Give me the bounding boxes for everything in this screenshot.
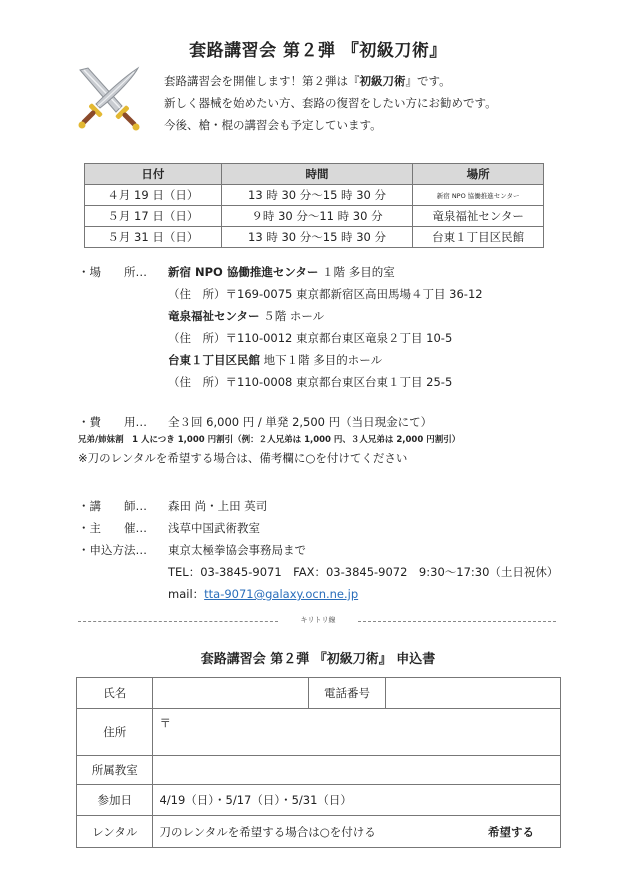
schedule-row <box>85 227 544 248</box>
schedule-header-row <box>85 164 544 185</box>
schedule-place: 新宿 NPO 協働推進センター <box>413 185 544 206</box>
venue-1-address: （住 所）〒169-0075 東京都新宿区高田馬場４丁目 36-12 <box>168 287 483 301</box>
crossed-swords-icon <box>76 66 142 134</box>
cut-line-dash-left <box>78 621 278 622</box>
schedule-header-place: 場所 <box>413 164 544 185</box>
phone-field[interactable] <box>385 678 560 709</box>
rental-label: レンタル <box>77 816 153 848</box>
intro-text: 套路講習会を開催します！第２弾は『初級刀術』です。 新しく器械を始めたい方、套路の復習をしたい方にお勧めです。 今後、槍・棍の講習会も予定しています。 <box>164 74 497 132</box>
rental-field[interactable] <box>153 816 561 848</box>
schedule-date: ４月 19 日（日） <box>85 185 222 206</box>
phone-label: 電話番号 <box>309 678 385 709</box>
class-field[interactable] <box>153 756 561 785</box>
form-title: 套路講習会 第２弾 『初級刀術』 申込書 <box>200 652 436 667</box>
venue-label: ・場 所… <box>78 265 147 279</box>
schedule-time: 13 時 30 分〜15 時 30 分 <box>221 185 413 206</box>
venue-section: ・場 所… 新宿 NPO 協働推進センター １階 多目的室 （住 所）〒169-0075 東京都新宿区高田馬場４丁目 36-12 竜泉福祉センター ５階 ホール （住 所）〒110-0012 東京都台東区竜泉２丁目 10-5 台東１丁目区民館 地下１階 多目的ホール （住 所）〒110-0008 東京都台東区台東１丁目 25-5 <box>78 261 483 393</box>
cut-line-dash-right <box>358 621 556 622</box>
rental-want[interactable]: 希望する <box>488 824 534 839</box>
venue-3-address: （住 所）〒110-0008 東京都台東区台東１丁目 25-5 <box>168 375 453 389</box>
venue-2-address: （住 所）〒110-0012 東京都台東区竜泉２丁目 10-5 <box>168 331 453 345</box>
fee-section <box>78 411 460 469</box>
schedule-place: 竜泉福祉センター <box>413 206 544 227</box>
address-field[interactable] <box>153 709 561 756</box>
schedule-table <box>84 163 544 248</box>
sibling-discount: 兄弟/姉妹割 1 人につき 1,000 円割引（例：２人兄弟は 1,000 円、３人兄弟は 2,000 円割引） <box>78 435 461 445</box>
cut-line <box>78 614 556 628</box>
form-row-name <box>77 678 561 709</box>
schedule-date: ５月 17 日（日） <box>85 206 222 227</box>
form-row-rental <box>77 816 561 848</box>
dates-label: 参加日 <box>77 785 153 816</box>
tel-fax: TEL：03-3845-9071 FAX：03-3845-9072 9:30〜17:30（土日祝休） <box>168 565 559 579</box>
cut-line-label: キリトリ線 <box>300 616 336 624</box>
instructor-text: 森田 尚・上田 英司 <box>168 499 268 513</box>
schedule-row <box>85 206 544 227</box>
schedule-place: 台東１丁目区民館 <box>413 227 544 248</box>
name-label: 氏名 <box>77 678 153 709</box>
apply-label: ・申込方法… <box>78 543 147 557</box>
application-form <box>76 677 561 848</box>
schedule-time: ９時 30 分〜11 時 30 分 <box>221 206 413 227</box>
venue-1-name: 新宿 NPO 協働推進センター <box>168 265 319 279</box>
schedule-date: ５月 31 日（日） <box>85 227 222 248</box>
instructor-label: ・講 師… <box>78 499 147 513</box>
address-label: 住所 <box>77 709 153 756</box>
form-row-dates <box>77 785 561 816</box>
apply-text: 東京太極拳協会事務局まで <box>168 543 306 557</box>
rental-text: 刀のレンタルを希望する場合は○を付ける <box>159 824 376 839</box>
fee-text: 全３回 6,000 円 / 単発 2,500 円（当日現金にて） <box>168 415 433 429</box>
schedule-header-time: 時間 <box>221 164 413 185</box>
dates-value[interactable]: 4/19（日）・5/17（日）・5/31（日） <box>153 785 561 816</box>
rental-note: ※刀のレンタルを希望する場合は、備考欄に○を付けてください <box>78 451 408 465</box>
form-row-class <box>77 756 561 785</box>
venue-3-name: 台東１丁目区民館 <box>168 353 260 367</box>
email-link[interactable]: tta-9071@galaxy.ocn.ne.jp <box>204 587 359 601</box>
fee-label: ・費 用… <box>78 415 147 429</box>
postal-mark: 〒 <box>159 716 171 730</box>
page-title: 套路講習会 第２弾 『初級刀術』 <box>189 41 447 61</box>
name-field[interactable] <box>153 678 309 709</box>
schedule-time: 13 時 30 分〜15 時 30 分 <box>221 227 413 248</box>
class-label: 所属教室 <box>77 756 153 785</box>
schedule-header-date: 日付 <box>85 164 222 185</box>
schedule-row <box>85 185 544 206</box>
organizer-text: 浅草中国武術教室 <box>168 521 260 535</box>
venue-2-name: 竜泉福祉センター <box>168 309 260 323</box>
form-row-address <box>77 709 561 756</box>
contact-section: ・講 師… 森田 尚・上田 英司 ・主 催… 浅草中国武術教室 ・申込方法… 東京太極拳協会事務局まで TEL：03-3845-9071 FAX：03-3845-9072 9:30〜17:30（土日祝休） mail：tta-9071@galaxy.ocn.ne.jp <box>78 495 558 605</box>
organizer-label: ・主 催… <box>78 521 147 535</box>
intro-course-name: 初級刀術 <box>359 74 406 88</box>
